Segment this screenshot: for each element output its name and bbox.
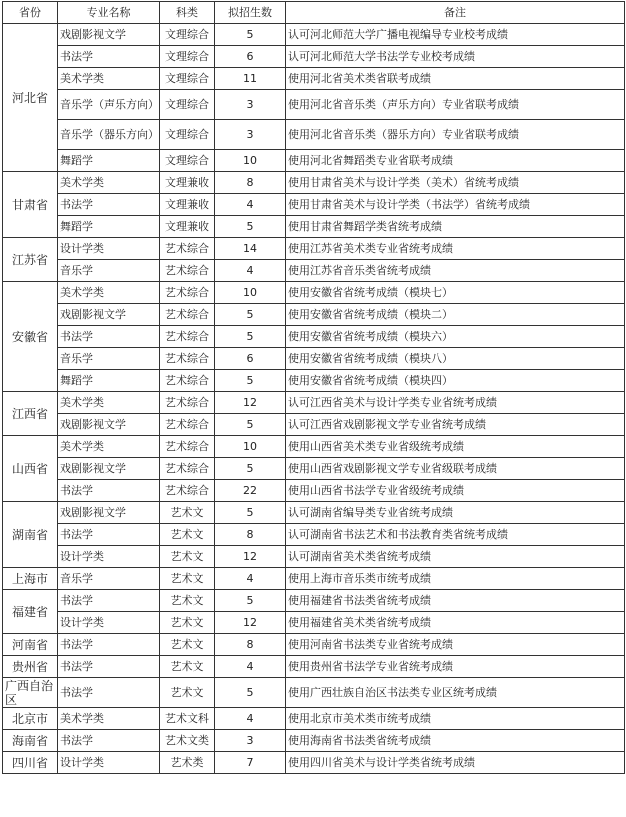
count-cell: 4 (215, 708, 286, 730)
count-cell: 5 (215, 502, 286, 524)
note-cell: 使用甘肃省舞蹈学类省统考成绩 (286, 216, 625, 238)
table-row (3, 730, 625, 752)
province-cell: 江西省 (3, 392, 58, 436)
count-cell: 8 (215, 524, 286, 546)
table-row (3, 708, 625, 730)
count-cell: 5 (215, 414, 286, 436)
table-row (3, 436, 625, 458)
subject-cell: 艺术文类 (160, 730, 215, 752)
count-cell: 4 (215, 194, 286, 216)
table-body (3, 24, 625, 774)
table-row (3, 370, 625, 392)
count-cell: 6 (215, 46, 286, 68)
subject-cell: 艺术综合 (160, 238, 215, 260)
note-cell: 认可江西省美术与设计学类专业省统考成绩 (286, 392, 625, 414)
table-row (3, 260, 625, 282)
subject-cell: 艺术综合 (160, 458, 215, 480)
subject-cell: 艺术综合 (160, 392, 215, 414)
major-cell: 戏剧影视文学 (58, 304, 160, 326)
note-cell: 使用海南省书法类省统考成绩 (286, 730, 625, 752)
count-cell: 5 (215, 370, 286, 392)
province-cell: 四川省 (3, 752, 58, 774)
table-row (3, 392, 625, 414)
table-row (3, 458, 625, 480)
count-cell: 5 (215, 216, 286, 238)
province-cell: 上海市 (3, 568, 58, 590)
major-cell: 音乐学（器乐方向） (58, 120, 160, 150)
major-cell: 戏剧影视文学 (58, 458, 160, 480)
note-cell: 使用安徽省省统考成绩（模块六） (286, 326, 625, 348)
subject-cell: 艺术综合 (160, 304, 215, 326)
note-cell: 使用上海市音乐类市统考成绩 (286, 568, 625, 590)
province-cell: 北京市 (3, 708, 58, 730)
subject-cell: 艺术综合 (160, 370, 215, 392)
major-cell: 戏剧影视文学 (58, 414, 160, 436)
note-cell: 使用河北省音乐类（器乐方向）专业省联考成绩 (286, 120, 625, 150)
note-cell: 认可河北师范大学书法学专业校考成绩 (286, 46, 625, 68)
subject-cell: 艺术综合 (160, 326, 215, 348)
major-cell: 书法学 (58, 194, 160, 216)
major-cell: 设计学类 (58, 546, 160, 568)
count-cell: 12 (215, 546, 286, 568)
province-cell: 安徽省 (3, 282, 58, 392)
major-cell: 书法学 (58, 480, 160, 502)
note-cell: 使用山西省戏剧影视文学专业省级联考成绩 (286, 458, 625, 480)
major-cell: 戏剧影视文学 (58, 24, 160, 46)
major-cell: 书法学 (58, 524, 160, 546)
table-row (3, 68, 625, 90)
major-cell: 美术学类 (58, 392, 160, 414)
major-cell: 美术学类 (58, 68, 160, 90)
count-cell: 14 (215, 238, 286, 260)
header-note: 备注 (286, 2, 625, 24)
major-cell: 书法学 (58, 590, 160, 612)
subject-cell: 文理综合 (160, 46, 215, 68)
header-major: 专业名称 (58, 2, 160, 24)
note-cell: 使用安徽省省统考成绩（模块四） (286, 370, 625, 392)
subject-cell: 艺术综合 (160, 436, 215, 458)
count-cell: 22 (215, 480, 286, 502)
table-row (3, 502, 625, 524)
subject-cell: 艺术综合 (160, 348, 215, 370)
province-cell: 海南省 (3, 730, 58, 752)
subject-cell: 艺术综合 (160, 260, 215, 282)
table-row (3, 752, 625, 774)
province-cell: 河南省 (3, 634, 58, 656)
subject-cell: 艺术文 (160, 612, 215, 634)
table-row (3, 546, 625, 568)
table-row (3, 150, 625, 172)
province-cell: 江苏省 (3, 238, 58, 282)
major-cell: 音乐学 (58, 568, 160, 590)
count-cell: 5 (215, 326, 286, 348)
note-cell: 使用江苏省音乐类省统考成绩 (286, 260, 625, 282)
table-row (3, 326, 625, 348)
province-cell: 湖南省 (3, 502, 58, 568)
table-row (3, 568, 625, 590)
table-row (3, 414, 625, 436)
note-cell: 使用安徽省省统考成绩（模块七） (286, 282, 625, 304)
subject-cell: 艺术综合 (160, 282, 215, 304)
note-cell: 使用山西省美术类专业省级统考成绩 (286, 436, 625, 458)
count-cell: 10 (215, 436, 286, 458)
note-cell: 使用福建省书法类省统考成绩 (286, 590, 625, 612)
major-cell: 设计学类 (58, 612, 160, 634)
note-cell: 使用江苏省美术类专业省统考成绩 (286, 238, 625, 260)
subject-cell: 艺术类 (160, 752, 215, 774)
table-row (3, 612, 625, 634)
subject-cell: 文理综合 (160, 90, 215, 120)
subject-cell: 艺术文 (160, 568, 215, 590)
major-cell: 书法学 (58, 678, 160, 708)
major-cell: 设计学类 (58, 752, 160, 774)
major-cell: 音乐学（声乐方向） (58, 90, 160, 120)
major-cell: 舞蹈学 (58, 216, 160, 238)
note-cell: 使用河北省美术类省联考成绩 (286, 68, 625, 90)
major-cell: 设计学类 (58, 238, 160, 260)
major-cell: 美术学类 (58, 282, 160, 304)
count-cell: 5 (215, 458, 286, 480)
table-row (3, 194, 625, 216)
count-cell: 5 (215, 590, 286, 612)
major-cell: 美术学类 (58, 708, 160, 730)
subject-cell: 艺术文 (160, 590, 215, 612)
subject-cell: 文理综合 (160, 24, 215, 46)
subject-cell: 文理兼收 (160, 194, 215, 216)
table-row (3, 590, 625, 612)
note-cell: 使用北京市美术类市统考成绩 (286, 708, 625, 730)
subject-cell: 文理兼收 (160, 172, 215, 194)
count-cell: 5 (215, 304, 286, 326)
major-cell: 音乐学 (58, 260, 160, 282)
note-cell: 使用河北省舞蹈类专业省联考成绩 (286, 150, 625, 172)
header-count: 拟招生数 (215, 2, 286, 24)
header-province: 省份 (3, 2, 58, 24)
subject-cell: 艺术文 (160, 546, 215, 568)
province-cell: 甘肃省 (3, 172, 58, 238)
count-cell: 10 (215, 150, 286, 172)
major-cell: 舞蹈学 (58, 150, 160, 172)
table-row (3, 524, 625, 546)
table-row (3, 46, 625, 68)
subject-cell: 文理综合 (160, 120, 215, 150)
table-row (3, 90, 625, 120)
table-row (3, 480, 625, 502)
note-cell: 认可湖南省书法艺术和书法教育类省统考成绩 (286, 524, 625, 546)
count-cell: 7 (215, 752, 286, 774)
major-cell: 书法学 (58, 326, 160, 348)
table-row (3, 24, 625, 46)
count-cell: 12 (215, 612, 286, 634)
note-cell: 使用河南省书法类专业省统考成绩 (286, 634, 625, 656)
note-cell: 使用河北省音乐类（声乐方向）专业省联考成绩 (286, 90, 625, 120)
subject-cell: 艺术文 (160, 678, 215, 708)
major-cell: 音乐学 (58, 348, 160, 370)
count-cell: 3 (215, 120, 286, 150)
note-cell: 使用山西省书法学专业省级统考成绩 (286, 480, 625, 502)
admissions-table (2, 1, 625, 774)
major-cell: 书法学 (58, 656, 160, 678)
note-cell: 使用安徽省省统考成绩（模块八） (286, 348, 625, 370)
count-cell: 10 (215, 282, 286, 304)
note-cell: 使用福建省美术类省统考成绩 (286, 612, 625, 634)
subject-cell: 艺术综合 (160, 414, 215, 436)
subject-cell: 文理综合 (160, 150, 215, 172)
table-row (3, 120, 625, 150)
table-row (3, 634, 625, 656)
note-cell: 认可湖南省编导类专业省统考成绩 (286, 502, 625, 524)
note-cell: 使用甘肃省美术与设计学类（美术）省统考成绩 (286, 172, 625, 194)
table-row (3, 656, 625, 678)
count-cell: 8 (215, 172, 286, 194)
count-cell: 3 (215, 730, 286, 752)
note-cell: 使用贵州省书法学专业省统考成绩 (286, 656, 625, 678)
table-row (3, 216, 625, 238)
subject-cell: 艺术文 (160, 502, 215, 524)
table-row (3, 172, 625, 194)
count-cell: 6 (215, 348, 286, 370)
subject-cell: 艺术综合 (160, 480, 215, 502)
major-cell: 书法学 (58, 730, 160, 752)
count-cell: 4 (215, 656, 286, 678)
note-cell: 使用四川省美术与设计学类省统考成绩 (286, 752, 625, 774)
count-cell: 8 (215, 634, 286, 656)
note-cell: 使用安徽省省统考成绩（模块二） (286, 304, 625, 326)
table-row (3, 238, 625, 260)
note-cell: 认可江西省戏剧影视文学专业省统考成绩 (286, 414, 625, 436)
count-cell: 5 (215, 24, 286, 46)
subject-cell: 文理综合 (160, 68, 215, 90)
note-cell: 认可河北师范大学广播电视编导专业校考成绩 (286, 24, 625, 46)
table-row (3, 304, 625, 326)
major-cell: 戏剧影视文学 (58, 502, 160, 524)
major-cell: 美术学类 (58, 172, 160, 194)
table-row (3, 348, 625, 370)
table-row (3, 282, 625, 304)
subject-cell: 艺术文 (160, 524, 215, 546)
major-cell: 书法学 (58, 634, 160, 656)
subject-cell: 艺术文科 (160, 708, 215, 730)
header-row (3, 2, 625, 24)
province-cell: 福建省 (3, 590, 58, 634)
note-cell: 使用甘肃省美术与设计学类（书法学）省统考成绩 (286, 194, 625, 216)
subject-cell: 艺术文 (160, 634, 215, 656)
province-cell: 山西省 (3, 436, 58, 502)
count-cell: 5 (215, 678, 286, 708)
count-cell: 12 (215, 392, 286, 414)
count-cell: 3 (215, 90, 286, 120)
province-cell: 广西自治区 (3, 678, 58, 708)
major-cell: 舞蹈学 (58, 370, 160, 392)
count-cell: 4 (215, 260, 286, 282)
note-cell: 认可湖南省美术类省统考成绩 (286, 546, 625, 568)
major-cell: 美术学类 (58, 436, 160, 458)
count-cell: 4 (215, 568, 286, 590)
subject-cell: 艺术文 (160, 656, 215, 678)
note-cell: 使用广西壮族自治区书法类专业区统考成绩 (286, 678, 625, 708)
table-row (3, 678, 625, 708)
major-cell: 书法学 (58, 46, 160, 68)
province-cell: 贵州省 (3, 656, 58, 678)
province-cell: 河北省 (3, 24, 58, 172)
subject-cell: 文理兼收 (160, 216, 215, 238)
count-cell: 11 (215, 68, 286, 90)
header-subject: 科类 (160, 2, 215, 24)
